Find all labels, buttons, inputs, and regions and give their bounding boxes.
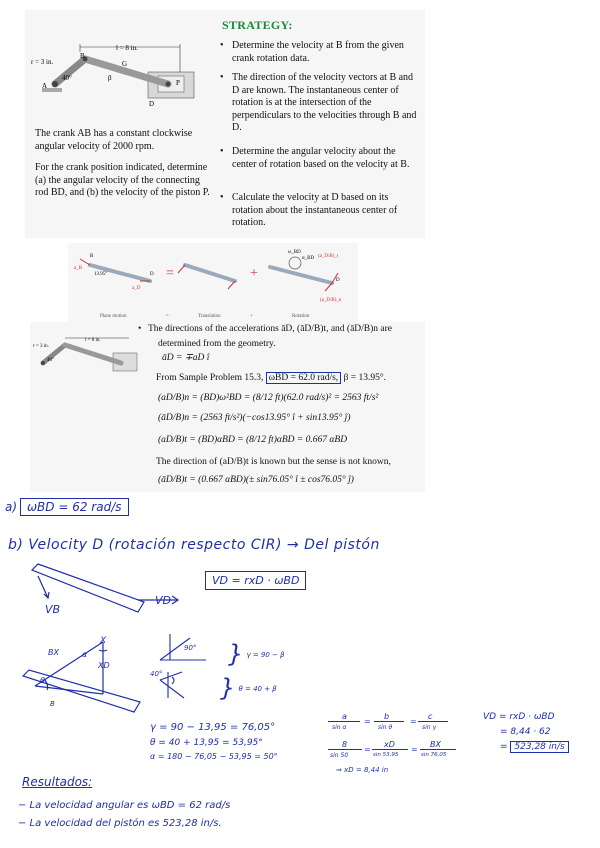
results-title: Resultados: (22, 775, 93, 789)
vd-label: VD (155, 594, 171, 607)
accel-fig-angle: 40° (47, 358, 54, 363)
decomp-aD: a_D (132, 286, 141, 291)
tri-xd: XD (98, 661, 110, 670)
theta-40: 40° (150, 670, 163, 678)
accel-eq2: From Sample Problem 15.3, ωBD = 62.0 rad/s, β = 13.95°. (156, 373, 387, 383)
tri-bx: BX (48, 648, 59, 657)
decomp-D1: D (150, 272, 154, 277)
triangle-sketch (15, 636, 155, 716)
accel-eq1: āD = ∓aD î (162, 353, 210, 363)
tri-b: B (50, 700, 55, 708)
decomp-omega: ω_BD (288, 250, 301, 255)
accel-eq7: (āD/B)t = (0.667 αBD)(± sin76.05° î ± cos76.05° ĵ) (158, 475, 354, 485)
vd-eq2: = 8,44 · 62 (500, 727, 551, 737)
strategy-title: STRATEGY: (222, 18, 293, 32)
theta-brace-eq: } θ = 40 + β (220, 674, 277, 702)
problem-text-2: For the crank position indicated, determine (a) the angular velocity of the connecting rod BD, and (b) the velocity of the piston P. (35, 162, 210, 198)
result-angular: − La velocidad angular es ωBD = 62 rad/s (18, 800, 231, 811)
accel-fig-r: r = 3 in. (33, 344, 49, 349)
decomp-eq: = (166, 266, 174, 281)
fig-P: P (176, 79, 180, 87)
strategy-bullet-1: • Determine the velocity at B from the given crank rotation data. (232, 40, 417, 65)
vb-label: VB (45, 603, 61, 616)
caption-plane: Plane motion (100, 314, 127, 319)
fig-angle: 40° (62, 74, 72, 82)
accel-line1: • The directions of the accelerations āD, (āD/B)t, and (āD/B)n are (138, 324, 393, 334)
problem-text-1: The crank AB has a constant clockwise angular velocity of 2000 rpm. (35, 128, 193, 152)
accel-eq4: (āD/B)n = (2563 ft/s²)(−cos13.95° î + sin13.95° ĵ) (158, 413, 351, 423)
accel-eq5: (aD/B)t = (BD)αBD = (8/12 ft)αBD = 0.667 αBD (158, 435, 348, 445)
result-piston: − La velocidad del pistón es 523,28 in/s. (18, 818, 222, 829)
fig-D: D (149, 100, 155, 108)
caption-rotation: Rotation (292, 314, 310, 319)
decomp-plus: + (250, 266, 258, 281)
decomp-alpha: α_BD (302, 256, 315, 261)
gamma-90: 90° (184, 644, 197, 652)
strategy-bullet-2: • The direction of the velocity vectors at B and D are known. The instantaneous center of rotation is at the intersection of the perpendiculars to the velocities through B and D. (232, 72, 417, 135)
sine-law: a sin α = b sin θ = c sin γ 8 sin 50 = xD sin 53,95 = BX sin 76,05 ⇒ xD = 8,44 in (328, 712, 468, 782)
vd-eq1: VD = rxD · ωBD (483, 712, 555, 722)
part-b-heading: b) Velocity D (rotación respecto CIR) → Del pistón (8, 537, 380, 553)
strategy-bullet-4: • Calculate the velocity at D based on its rotation about the instantaneous center of rotation. (232, 192, 417, 230)
fig-r: r = 3 in. (31, 58, 54, 66)
fig-G: G (122, 60, 128, 68)
decomp-D3: D (336, 278, 340, 283)
caption-plus2: + (250, 314, 253, 319)
decomp-B1: B (90, 254, 94, 259)
caption-translation: Translation (198, 314, 221, 319)
vd-formula-box: VD = rxD · ωBD (205, 571, 306, 590)
accel-fig-l: l = 8 in. (85, 338, 101, 343)
vd-final-answer: 523,28 in/s (510, 741, 568, 753)
calc-alpha: α = 180 − 76,05 − 53,95 = 50° (150, 752, 278, 761)
decomp-aDBt: (a_D/B)_t (318, 254, 339, 259)
caption-eq2: = (166, 314, 169, 319)
tri-alpha: α (82, 650, 88, 659)
accel-small-figure (33, 335, 145, 385)
fig-A: A (42, 82, 48, 90)
accel-eq3: (aD/B)n = (BD)ω²BD = (8/12 ft)(62.0 rad/s)² = 2563 ft/s² (158, 393, 379, 403)
tri-theta: θ (40, 676, 45, 685)
decomp-aDBn: (a_D/B)_n (320, 298, 342, 303)
accel-eq6: The direction of (aD/B)t is known but the sense is not known, (156, 457, 391, 467)
strategy-bullet-3: • Determine the angular velocity about the center of rotation based on the velocity at B. (232, 146, 417, 171)
decomp-aB: a_B (74, 266, 83, 271)
angle-sketch (150, 632, 210, 702)
crank-figure (30, 42, 210, 120)
fig-l: l = 8 in. (116, 44, 138, 52)
part-a-answer: ωBD = 62 rad/s (20, 498, 129, 516)
part-a-tag: a) (5, 500, 18, 514)
decomp-angle: 13.95° (94, 272, 108, 277)
vd-eq3-row: = 523,28 in/s (500, 742, 569, 752)
fig-beta: β (108, 74, 112, 82)
accel-line2: determined from the geometry. (158, 339, 276, 349)
tri-x: X (100, 636, 107, 646)
calc-gamma: γ = 90 − 13,95 = 76,05° (150, 722, 276, 733)
gamma-brace-eq: } γ = 90 − β (228, 640, 285, 668)
calc-theta: θ = 40 + 13,95 = 53,95° (150, 738, 263, 748)
omega-box: ωBD = 62.0 rad/s, (266, 372, 341, 384)
decomposition-figure (70, 245, 360, 321)
fig-B: B (80, 52, 85, 60)
